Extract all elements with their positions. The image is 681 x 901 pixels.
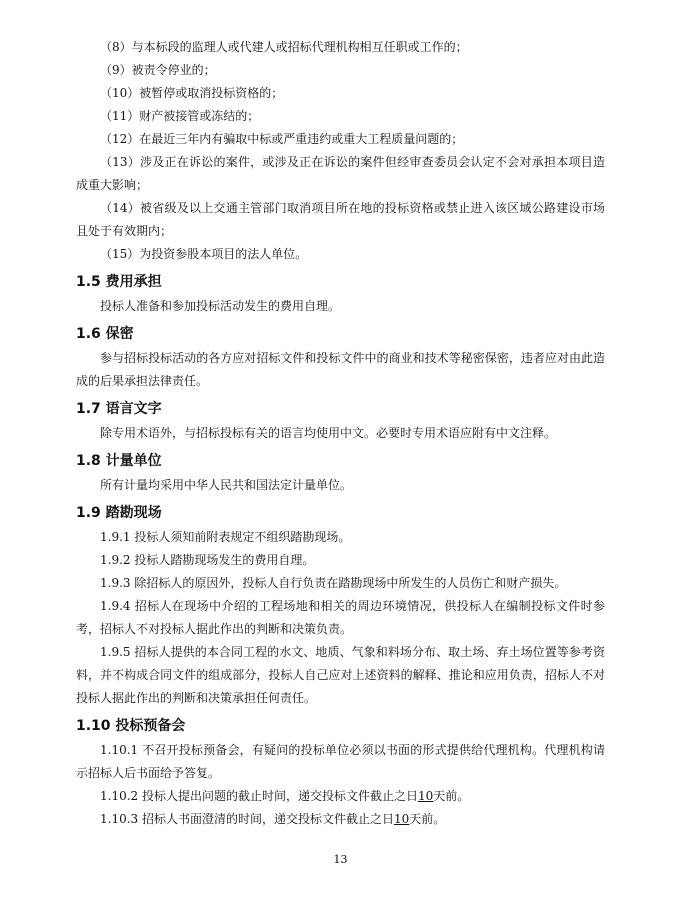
clause-1-10-2-text: 1.10.2 投标人提出问题的截止时间，递交投标文件截止之日 <box>100 789 418 803</box>
clause-1-10-1: 1.10.1 不召开投标预备会，有疑问的投标单位必须以书面的形式提供给代理机构。代理机构请示招标人后书面给予答复。 <box>76 743 605 780</box>
clause-1-9-5: 1.9.5 招标人提供的本合同工程的水文、地质、气象和料场分布、取土场、弃土场位置等参考资料，并不构成合同文件的组成部分，投标人自己应对上述资料的解释、推论和应用负责，招标人不对投标人据此作出的判断和决策承担任何责任。 <box>76 645 605 705</box>
page-number: 13 <box>333 853 348 866</box>
list-item: （8）与本标段的监理人或代建人或招标代理机构相互任职或工作的； <box>100 40 468 54</box>
section-body-1-7: 除专用术语外，与招标投标有关的语言均使用中文。必要时专用术语应附有中文注释。 <box>100 426 557 440</box>
list-item: （12）在最近三年内有骗取中标或严重违约或重大工程质量问题的； <box>100 132 464 146</box>
list-item: （15）为投资参股本项目的法人单位。 <box>100 247 308 261</box>
list-item: （10）被暂停或取消投标资格的； <box>100 86 284 100</box>
clause-1-10-2-days: 10 <box>418 789 434 803</box>
clause-1-9-3: 1.9.3 除招标人的原因外，投标人自行负责在踏勘现场中所发生的人员伤亡和财产损失。 <box>100 576 567 590</box>
section-body-1-6: 参与招标投标活动的各方应对招标文件和投标文件中的商业和技术等秘密保密，违者应对由此造成的后果承担法律责任。 <box>76 351 605 388</box>
section-body-1-5: 投标人准备和参加投标活动发生的费用自理。 <box>100 299 341 313</box>
section-heading-1-5: 1.5 费用承担 <box>76 274 162 290</box>
clause-1-9-1: 1.9.1 投标人须知前附表规定不组织踏勘现场。 <box>100 530 351 544</box>
section-body-1-8: 所有计量均采用中华人民共和国法定计量单位。 <box>100 478 353 492</box>
list-item: （9）被责令停业的； <box>100 63 216 77</box>
clause-1-10-3-text: 1.10.3 招标人书面澄清的时间，递交投标文件截止之日 <box>100 812 394 826</box>
clause-1-10-3-suffix: 天前。 <box>409 812 446 826</box>
clause-1-10-2-suffix: 天前。 <box>433 789 470 803</box>
list-item: （11）财产被接管或冻结的； <box>100 109 260 123</box>
section-heading-1-7: 1.7 语言文字 <box>76 401 162 417</box>
list-item: （14）被省级及以上交通主管部门取消项目所在地的投标资格或禁止进入该区域公路建设市场且处于有效期内； <box>76 201 605 238</box>
clause-1-10-2 <box>76 785 605 808</box>
clause-1-10-3-days: 10 <box>393 812 410 826</box>
section-heading-1-10: 1.10 投标预备会 <box>76 718 186 734</box>
clause-1-10-3 <box>76 808 605 831</box>
section-heading-1-6: 1.6 保密 <box>76 326 134 342</box>
section-heading-1-9: 1.9 踏勘现场 <box>76 505 162 521</box>
section-heading-1-8: 1.8 计量单位 <box>76 453 162 469</box>
clause-1-9-4: 1.9.4 招标人在现场中介绍的工程场地和相关的周边环境情况，供投标人在编制投标文件时参考，招标人不对投标人据此作出的判断和决策负责。 <box>76 599 605 636</box>
clause-1-9-2: 1.9.2 投标人踏勘现场发生的费用自理。 <box>100 553 315 567</box>
list-item: （13）涉及正在诉讼的案件，或涉及正在诉讼的案件但经审查委员会认定不会对承担本项目造成重大影响； <box>76 155 605 192</box>
